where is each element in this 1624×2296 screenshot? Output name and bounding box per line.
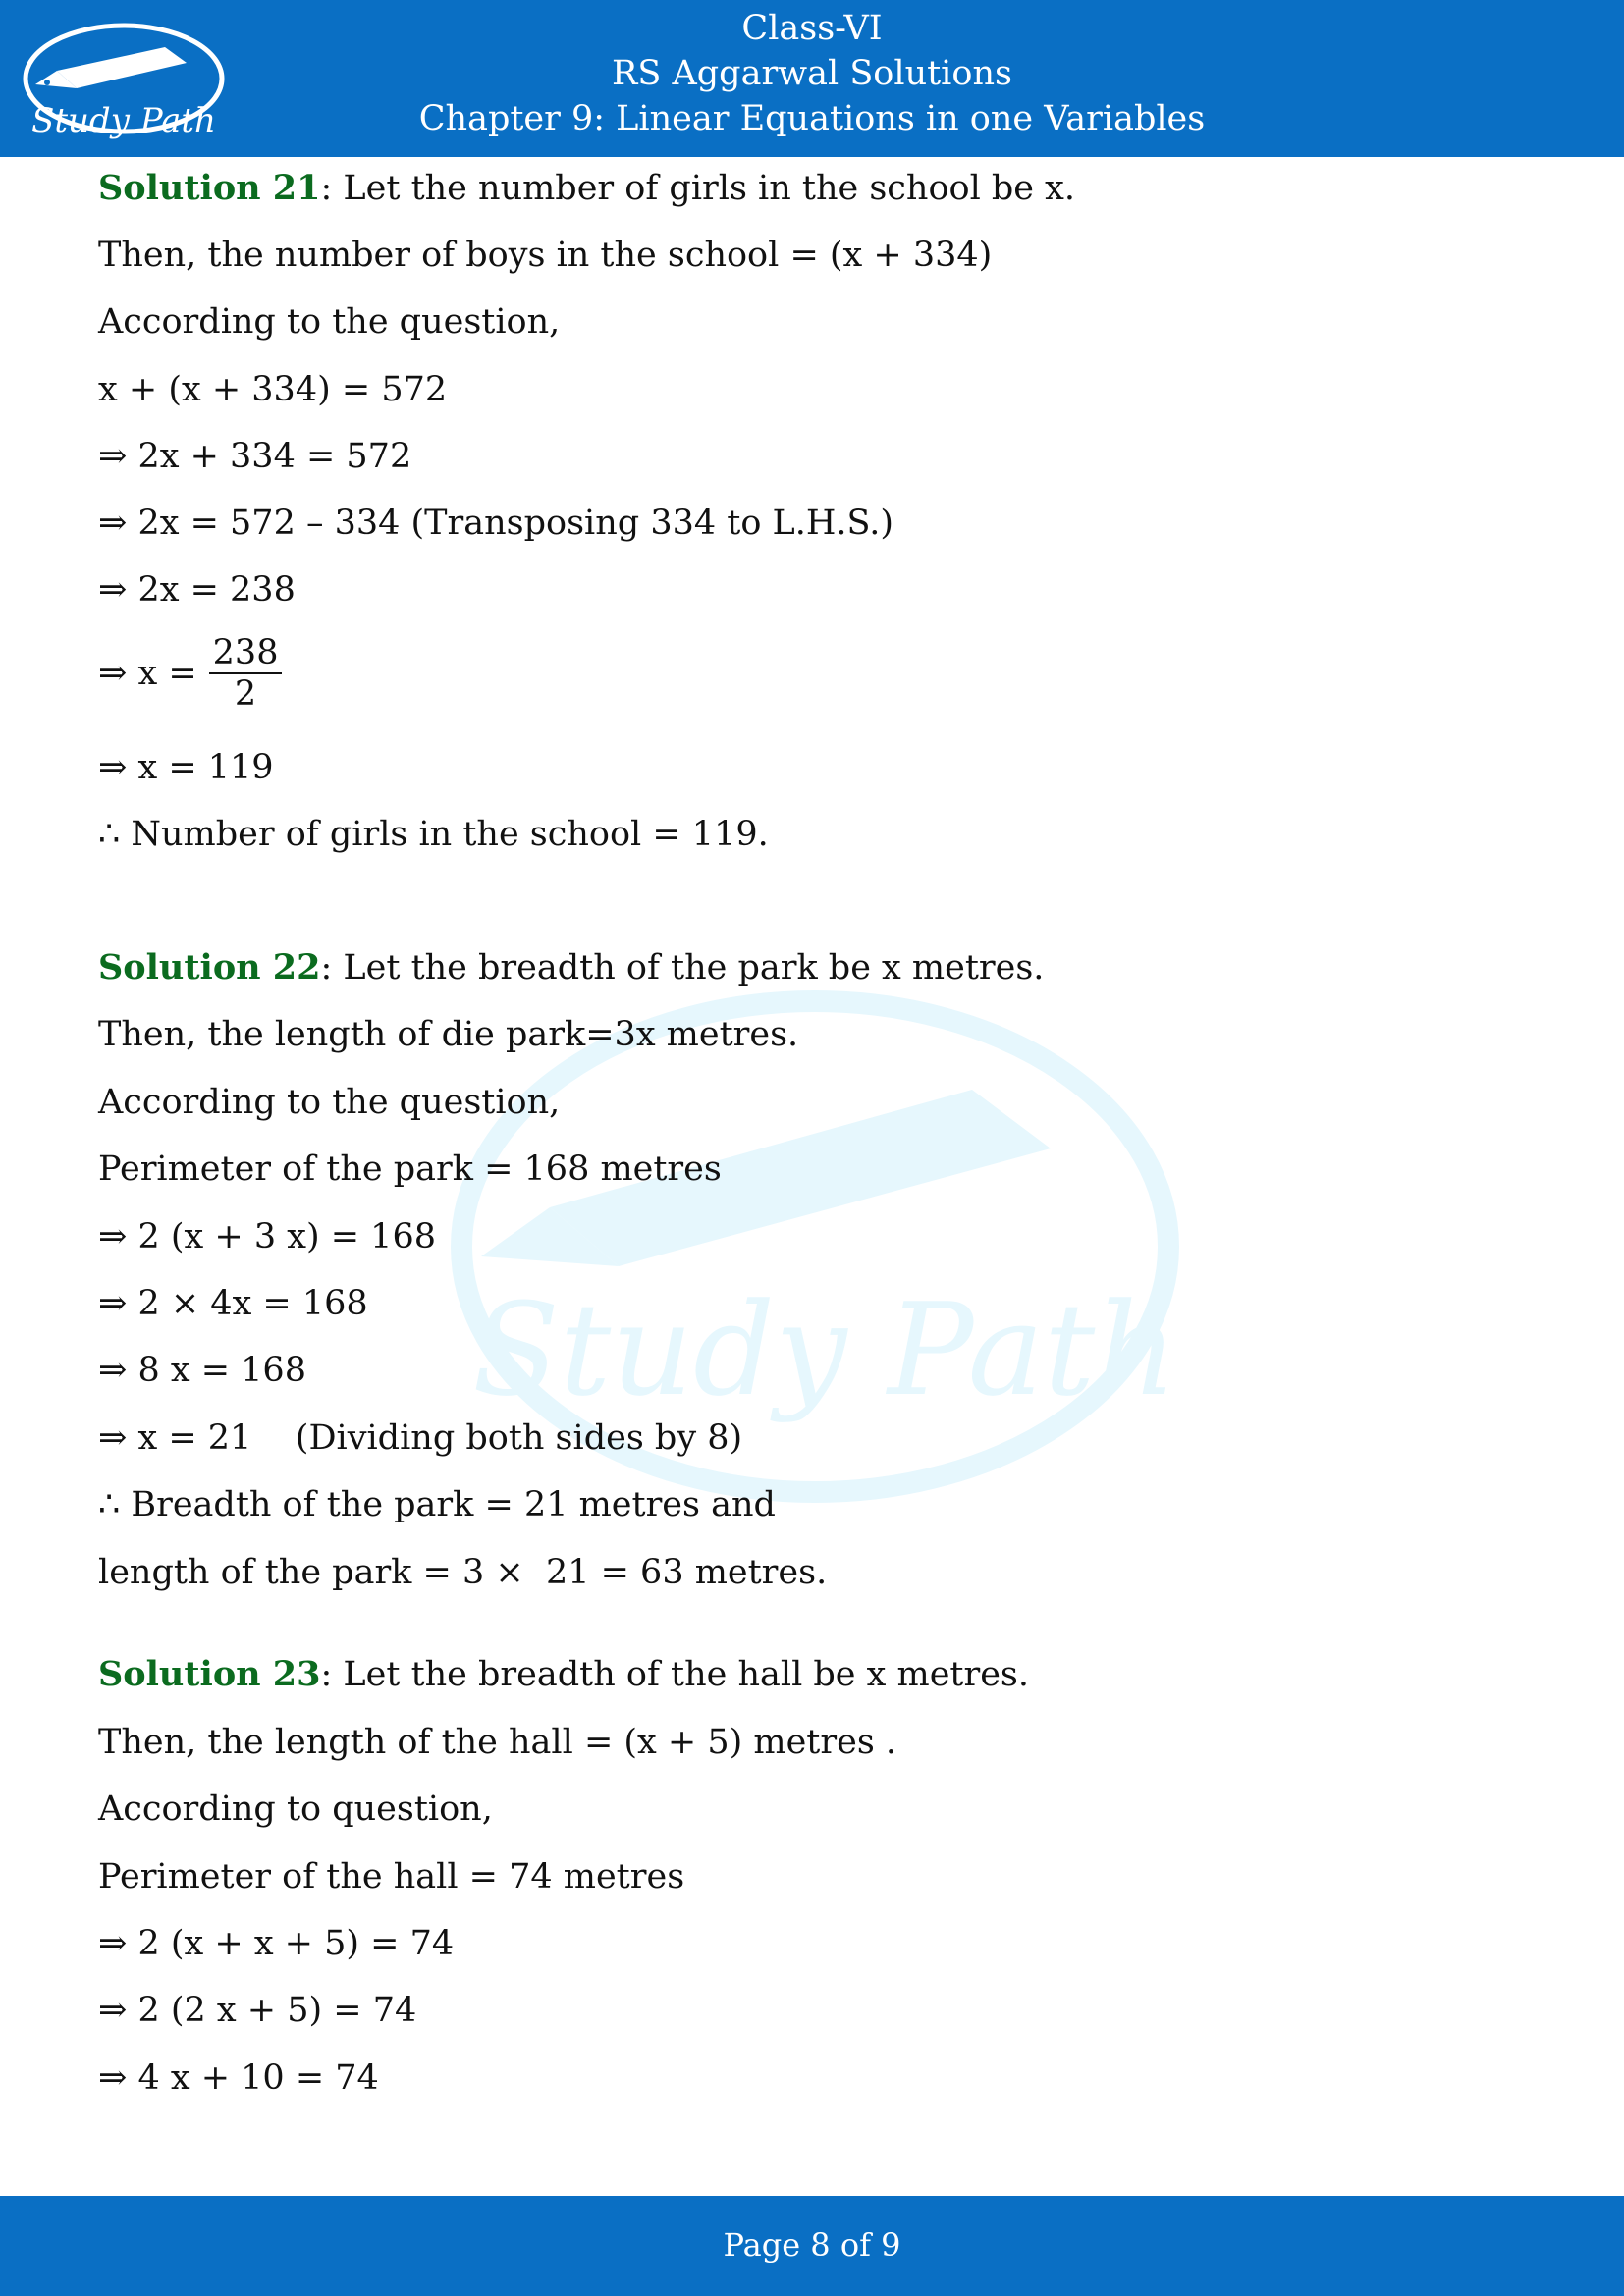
conclusion-line: length of the park = 3 × 21 = 63 metres. xyxy=(98,1553,828,1592)
equation-line: According to the question, xyxy=(98,302,561,342)
book-title: RS Aggarwal Solutions xyxy=(612,54,1012,93)
equation-line: Perimeter of the hall = 74 metres xyxy=(98,1857,685,1896)
fraction-numerator: 238 xyxy=(209,633,283,674)
fraction xyxy=(209,633,283,714)
watermark-text: Study Path xyxy=(471,1275,1178,1424)
solution-intro: : Let the breadth of the park be x metres. xyxy=(320,948,1045,988)
solution-title: Solution 23 xyxy=(98,1654,321,1694)
fraction-prefix: ⇒ x = xyxy=(98,654,197,693)
equation-line: ⇒ 2 × 4x = 168 xyxy=(98,1284,368,1323)
solution-intro: : Let the breadth of the hall be x metres. xyxy=(320,1655,1029,1694)
page-number: Page 8 of 9 xyxy=(723,2226,901,2264)
equation-line: ⇒ 2x + 334 = 572 xyxy=(98,437,412,476)
equation-line: According to the question, xyxy=(98,1083,561,1122)
equation-line: Then, the length of the hall = (x + 5) metres . xyxy=(98,1723,897,1762)
equation-line: ⇒ 2x = 572 – 334 (Transposing 334 to L.H.S.) xyxy=(98,504,894,543)
equation-line: Then, the number of boys in the school = (x + 334) xyxy=(98,236,993,275)
class-label: Class-VI xyxy=(741,9,883,48)
equation-line: ⇒ x = 21 (Dividing both sides by 8) xyxy=(98,1418,743,1458)
solution-title: Solution 22 xyxy=(98,947,321,988)
equation-line: ⇒ 2x = 238 xyxy=(98,570,296,610)
solution-intro: : Let the number of girls in the school be x. xyxy=(320,169,1076,208)
header-title-block xyxy=(334,6,1290,141)
page-header xyxy=(0,0,1624,157)
equation-line: ⇒ 2 (2 x + 5) = 74 xyxy=(98,1991,417,2030)
solution-23-heading xyxy=(98,1653,1029,1696)
conclusion-line: ∴ Number of girls in the school = 119. xyxy=(98,815,769,854)
solution-title: Solution 21 xyxy=(98,168,321,208)
equation-line: ⇒ 2 (x + 3 x) = 168 xyxy=(98,1217,436,1256)
fraction-denominator: 2 xyxy=(234,674,257,714)
equation-line: ⇒ 4 x + 10 = 74 xyxy=(98,2058,379,2098)
equation-line: ⇒ 8 x = 168 xyxy=(98,1351,306,1390)
chapter-title: Chapter 9: Linear Equations in one Variables xyxy=(418,99,1206,138)
equation-line: Then, the length of die park=3x metres. xyxy=(98,1015,799,1054)
equation-line: According to question, xyxy=(98,1789,493,1829)
solution-21-heading xyxy=(98,167,1075,210)
solution-22-heading xyxy=(98,946,1044,989)
equation-line: Perimeter of the park = 168 metres xyxy=(98,1149,722,1189)
logo-text: Study Path xyxy=(31,101,216,140)
conclusion-line: ∴ Breadth of the park = 21 metres and xyxy=(98,1485,776,1524)
equation-line: ⇒ 2 (x + x + 5) = 74 xyxy=(98,1924,455,1963)
equation-line: ⇒ x = 119 xyxy=(98,748,274,787)
page-footer xyxy=(0,2196,1624,2296)
study-path-logo xyxy=(18,14,229,147)
fraction-equation xyxy=(98,632,282,715)
equation-line: x + (x + 334) = 572 xyxy=(98,370,448,409)
